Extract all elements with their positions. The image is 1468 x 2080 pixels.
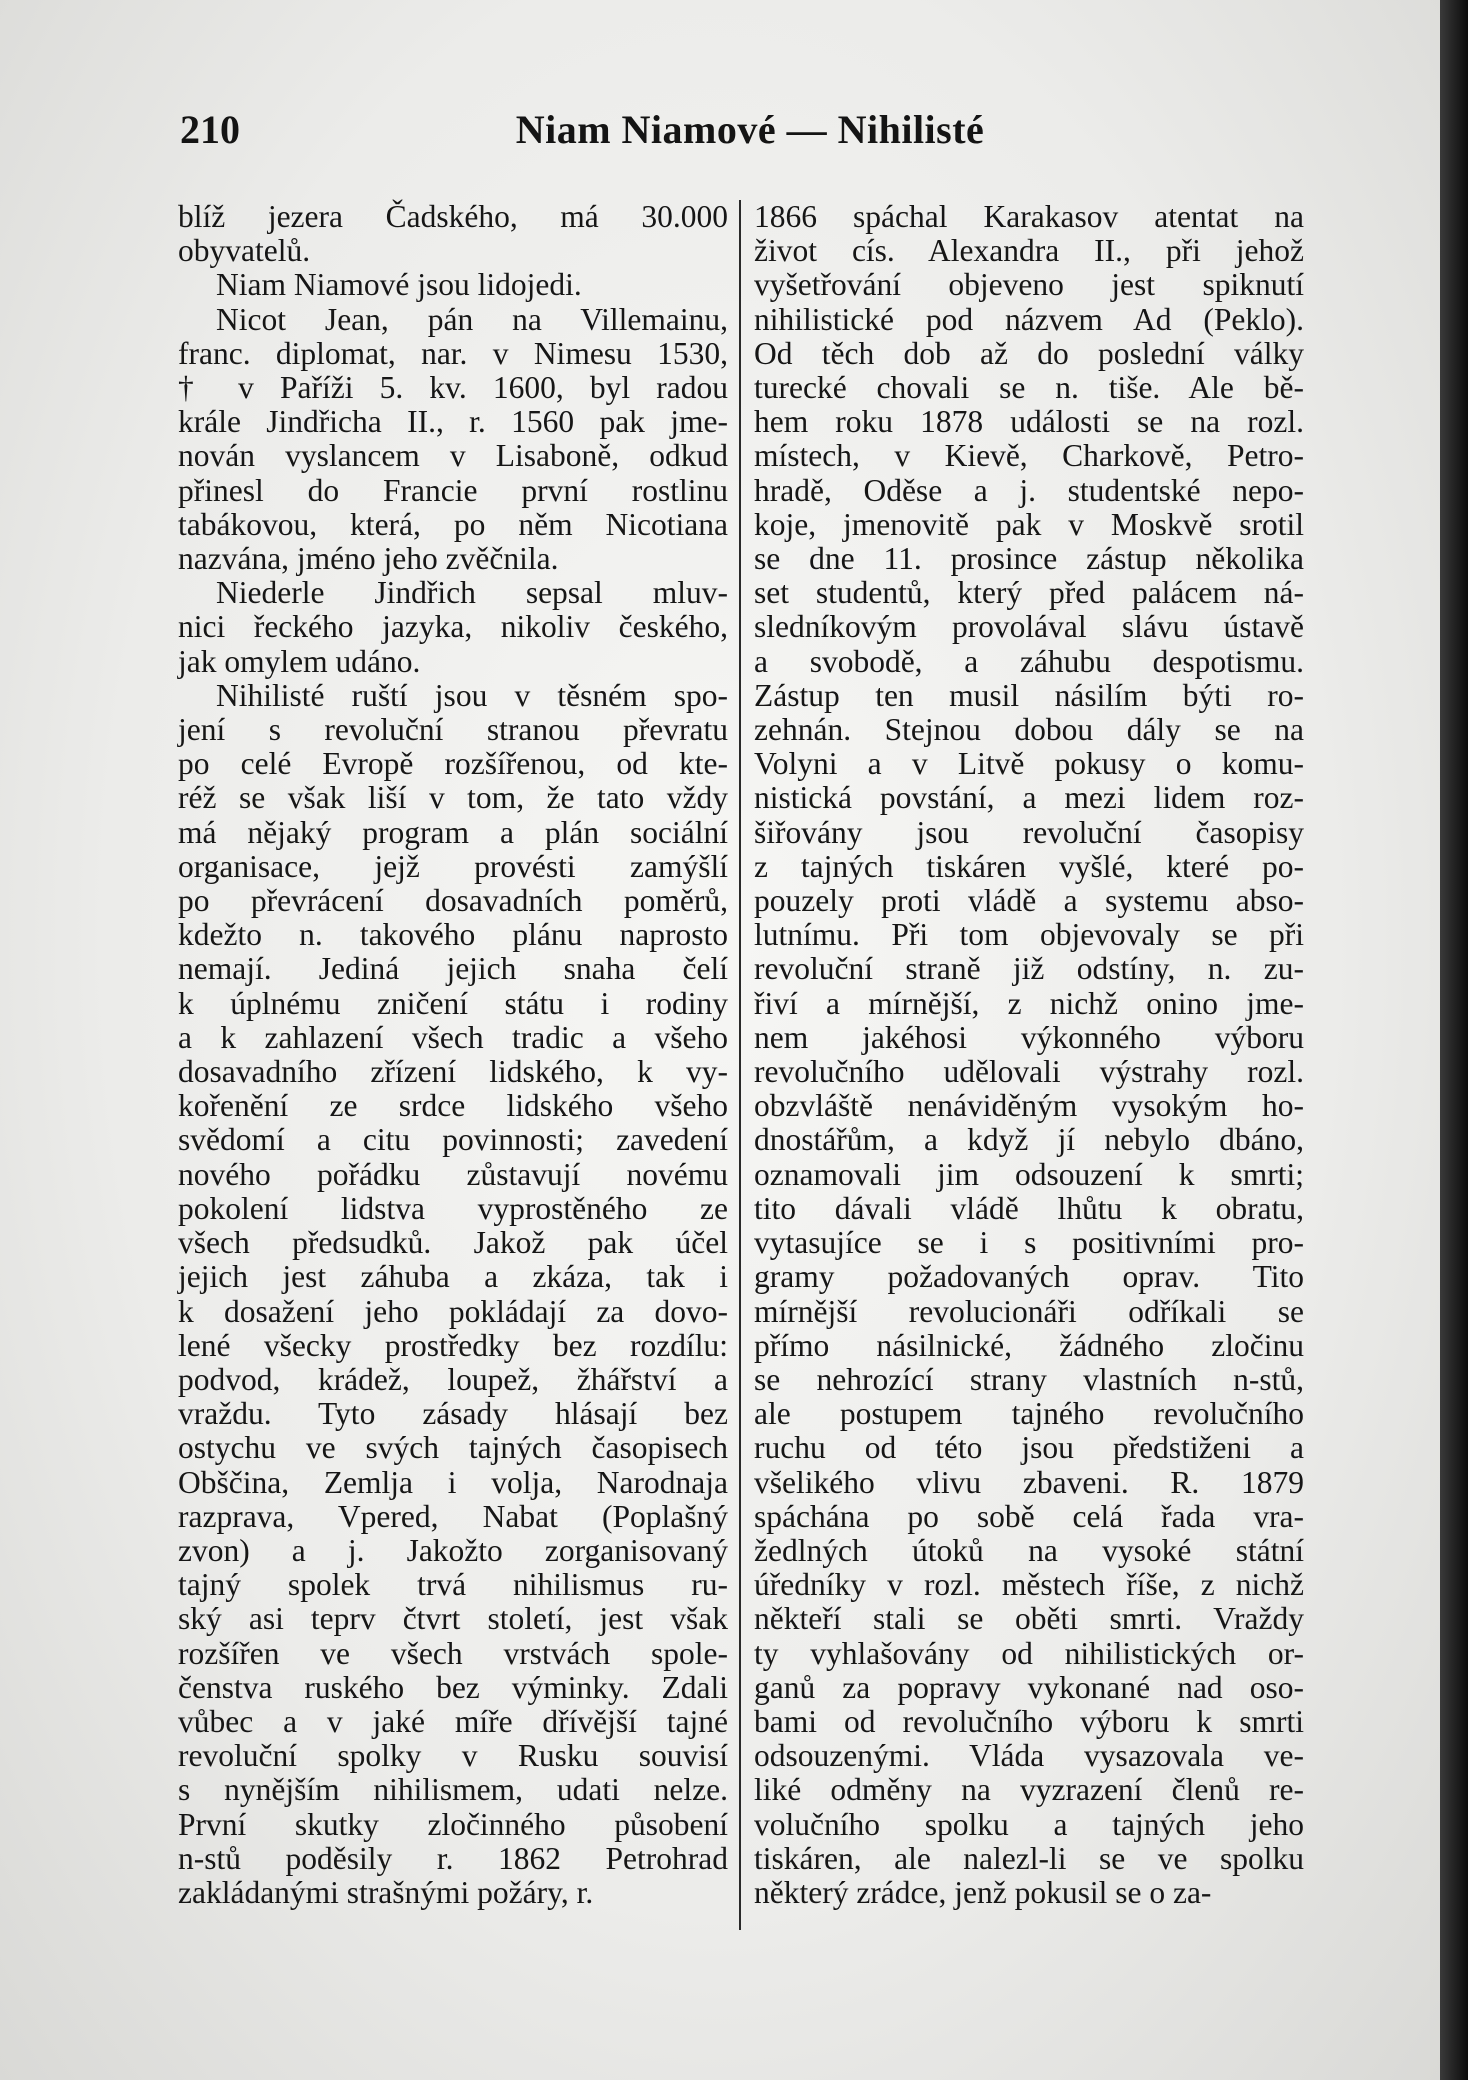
column-divider bbox=[739, 200, 741, 1930]
right-column-line: volučního spolku a tajných jeho bbox=[754, 1806, 1304, 1842]
scan-edge-shadow bbox=[1440, 0, 1468, 2080]
right-column-line: Volyni a v Litvě pokusy o komu- bbox=[754, 746, 1304, 782]
left-column-line: ostychu ve svých tajných časopisech bbox=[178, 1430, 728, 1466]
left-column-line: revoluční spolky v Rusku souvisí bbox=[178, 1738, 728, 1774]
page-number: 210 bbox=[180, 107, 240, 152]
left-column-line: Obščina, Zemlja i volja, Narodnaja bbox=[178, 1464, 728, 1500]
left-column-line: lené všecky prostředky bez rozdílu: bbox=[178, 1327, 728, 1363]
right-column-line: ruchu od této jsou předstiženi a bbox=[754, 1430, 1304, 1466]
right-column-line: žedlných útoků na vysoké státní bbox=[754, 1532, 1304, 1568]
left-column-line: nován vyslancem v Lisaboně, odkud bbox=[178, 438, 728, 474]
left-column-line: zvon) a j. Jakožto zorganisovaný bbox=[178, 1532, 728, 1568]
left-column-line: svědomí a citu povinnosti; zavedení bbox=[178, 1122, 728, 1158]
right-column-line: pouzely proti vládě a systemu abso- bbox=[754, 883, 1304, 919]
right-column-line: úředníky v rozl. městech říše, z nichž bbox=[754, 1567, 1304, 1603]
right-column-line: nistická povstání, a mezi lidem roz- bbox=[754, 780, 1304, 816]
right-column-line: odsouzenými. Vláda vysazovala ve- bbox=[754, 1738, 1304, 1774]
right-column-line: se dne 11. prosince zástup několika bbox=[754, 541, 1304, 577]
right-column-line: oznamovali jim odsouzení k smrti; bbox=[754, 1156, 1304, 1192]
right-column-line: zehnán. Stejnou dobou dály se na bbox=[754, 712, 1304, 748]
left-column-line: obyvatelů. bbox=[178, 233, 311, 269]
right-column-line: vyšetřování objeveno jest spiknutí bbox=[754, 267, 1304, 303]
left-column bbox=[178, 200, 728, 1910]
right-column-line: vytasujíce se i s positivními pro- bbox=[754, 1225, 1304, 1261]
right-column-line: nem jakéhosi výkonného výboru bbox=[754, 1019, 1304, 1055]
right-column-line: hem roku 1878 události se na rozl. bbox=[754, 404, 1304, 440]
right-column-line: mírnější revolucionáři odříkali se bbox=[754, 1293, 1304, 1329]
left-column-line: a k zahlazení všech tradic a všeho bbox=[178, 1019, 728, 1055]
left-column-line: krále Jindřicha II., r. 1560 pak jme- bbox=[178, 404, 728, 440]
left-column-line: s nynějším nihilismem, udati nelze. bbox=[178, 1772, 728, 1808]
right-column-line: život cís. Alexandra II., při jehož bbox=[754, 233, 1304, 269]
right-column-line: gramy požadovaných oprav. Tito bbox=[754, 1259, 1304, 1295]
left-column-line: kdežto n. takového plánu naprosto bbox=[178, 917, 728, 953]
right-column-line: tito dávali vládě lhůtu k obratu, bbox=[754, 1190, 1304, 1226]
right-column-line: se nehrozící strany vlastních n-stů, bbox=[754, 1361, 1304, 1397]
left-column-line: tajný spolek trvá nihilismus ru- bbox=[178, 1567, 728, 1603]
right-column-line: Zástup ten musil násilím býti ro- bbox=[754, 677, 1304, 713]
right-column-line: hradě, Oděse a j. studentské nepo- bbox=[754, 472, 1304, 508]
left-column-line: po převrácení dosavadních poměrů, bbox=[178, 883, 728, 919]
left-column-line: vraždu. Tyto zásady hlásají bez bbox=[178, 1396, 728, 1432]
left-column-line: rozšířen ve všech vrstvách spole- bbox=[178, 1635, 728, 1671]
left-column-line: má nějaký program a plán sociální bbox=[178, 814, 728, 850]
right-column-line: turecké chovali se n. tiše. Ale bě- bbox=[754, 370, 1304, 406]
right-column-line: všelikého vlivu zbaveni. R. 1879 bbox=[754, 1464, 1304, 1500]
right-column bbox=[754, 200, 1304, 1910]
left-column-line: k dosažení jeho pokládají za dovo- bbox=[178, 1293, 728, 1329]
right-column-line: dnostářům, a když jí nebylo dbáno, bbox=[754, 1122, 1304, 1158]
left-column-line: franc. diplomat, nar. v Nimesu 1530, bbox=[178, 335, 728, 371]
left-column-line: razprava, Vpered, Nabat (Poplašný bbox=[178, 1498, 728, 1534]
left-column-line: n-stů poděsily r. 1862 Petrohrad bbox=[178, 1840, 728, 1876]
right-column-line: koje, jmenovitě pak v Moskvě srotil bbox=[754, 506, 1304, 542]
right-column-line: bami od revolučního výboru k smrti bbox=[754, 1703, 1304, 1739]
left-column-line: jení s revoluční stranou převratu bbox=[178, 712, 728, 748]
right-column-line: lutnímu. Při tom objevovaly se při bbox=[754, 917, 1304, 953]
right-column-line: set studentů, který před palácem ná- bbox=[754, 575, 1304, 611]
right-column-line: revoluční straně již odstíny, n. zu- bbox=[754, 951, 1304, 987]
left-column-line: ský asi teprv čtvrt století, jest však bbox=[178, 1601, 728, 1637]
left-column-line: réž se však liší v tom, že tato vždy bbox=[178, 780, 728, 816]
left-column-line: zakládanými strašnými požáry, r. bbox=[178, 1874, 594, 1910]
right-column-line: 1866 spáchal Karakasov atentat na bbox=[754, 199, 1304, 234]
left-column-line: Nicot Jean, pán na Villemainu, bbox=[216, 301, 728, 337]
left-column-line: dosavadního zřízení lidského, k vy- bbox=[178, 1054, 728, 1090]
right-column-line: některý zrádce, jenž pokusil se o za- bbox=[754, 1874, 1212, 1910]
left-column-line: nového pořádku zůstavují novému bbox=[178, 1156, 728, 1192]
running-head: Niam Niamové — Nihilisté bbox=[515, 107, 985, 152]
right-column-line: revolučního udělovali výstrahy rozl. bbox=[754, 1054, 1304, 1090]
right-column-line: šiřovány jsou revoluční časopisy bbox=[754, 814, 1304, 850]
right-column-line: ale postupem tajného revolučního bbox=[754, 1396, 1304, 1432]
left-column-line: všech předsudků. Jakož pak účel bbox=[178, 1225, 728, 1261]
left-column-line: k úplnému zničení státu i rodiny bbox=[178, 985, 728, 1021]
left-column-line: nici řeckého jazyka, nikoliv českého, bbox=[178, 609, 728, 645]
right-column-line: a svobodě, a záhubu despotismu. bbox=[754, 643, 1304, 679]
left-column-line: pokolení lidstva vyprostěného ze bbox=[178, 1190, 728, 1226]
left-column-line: nazvána, jméno jeho zvěčnila. bbox=[178, 541, 559, 577]
left-column-line: čenstva ruského bez výminky. Zdali bbox=[178, 1669, 728, 1705]
left-column-line: nemají. Jediná jejich snaha čelí bbox=[178, 951, 728, 987]
right-column-line: z tajných tiskáren vyšlé, které po- bbox=[754, 848, 1304, 884]
left-column-line: vůbec a v jaké míře dřívější tajné bbox=[178, 1703, 728, 1739]
right-column-line: přímo násilnické, žádného zločinu bbox=[754, 1327, 1304, 1363]
left-column-line: Nihilisté ruští jsou v těsném spo- bbox=[216, 677, 728, 713]
left-column-line: Niederle Jindřich sepsal mluv- bbox=[216, 575, 728, 611]
left-column-line: po celé Evropě rozšířenou, od kte- bbox=[178, 746, 728, 782]
right-column-line: obzvláště nenáviděným vysokým ho- bbox=[754, 1088, 1304, 1124]
left-column-line: kořenění ze srdce lidského všeho bbox=[178, 1088, 728, 1124]
left-column-line: přinesl do Francie první rostlinu bbox=[178, 472, 728, 508]
right-column-line: Od těch dob až do poslední války bbox=[754, 335, 1304, 371]
left-column-line: organisace, jejž provésti zamýšlí bbox=[178, 848, 728, 884]
right-column-line: místech, v Kievě, Charkově, Petro- bbox=[754, 438, 1304, 474]
right-column-line: někteří stali se oběti smrti. Vraždy bbox=[754, 1601, 1304, 1637]
left-column-line: jejich jest záhuba a zkáza, tak i bbox=[178, 1259, 728, 1295]
left-column-line: blíž jezera Čadského, má 30.000 bbox=[178, 199, 728, 234]
page-header bbox=[180, 106, 1320, 166]
right-column-line: nihilistické pod názvem Ad (Peklo). bbox=[754, 301, 1304, 337]
left-column-line: Niam Niamové jsou lidojedi. bbox=[216, 267, 582, 303]
right-column-line: ty vyhlašovány od nihilistických or- bbox=[754, 1635, 1304, 1671]
right-column-line: spáchána po sobě celá řada vra- bbox=[754, 1498, 1304, 1534]
right-column-line: liké odměny na vyzrazení členů re- bbox=[754, 1772, 1304, 1808]
right-column-line: ganů za popravy vykonané nad oso- bbox=[754, 1669, 1304, 1705]
right-column-line: sledníkovým provolával slávu ústavě bbox=[754, 609, 1304, 645]
left-column-line: podvod, krádež, loupež, žhářství a bbox=[178, 1361, 728, 1397]
left-column-line: † v Paříži 5. kv. 1600, byl radou bbox=[178, 370, 728, 406]
left-column-line: jak omylem udáno. bbox=[178, 643, 421, 679]
left-column-line: První skutky zločinného působení bbox=[178, 1806, 728, 1842]
right-column-line: tiskáren, ale nalezl-li se ve spolku bbox=[754, 1840, 1304, 1876]
left-column-line: tabákovou, která, po něm Nicotiana bbox=[178, 506, 728, 542]
right-column-line: řiví a mírnější, z nichž onino jme- bbox=[754, 985, 1304, 1021]
